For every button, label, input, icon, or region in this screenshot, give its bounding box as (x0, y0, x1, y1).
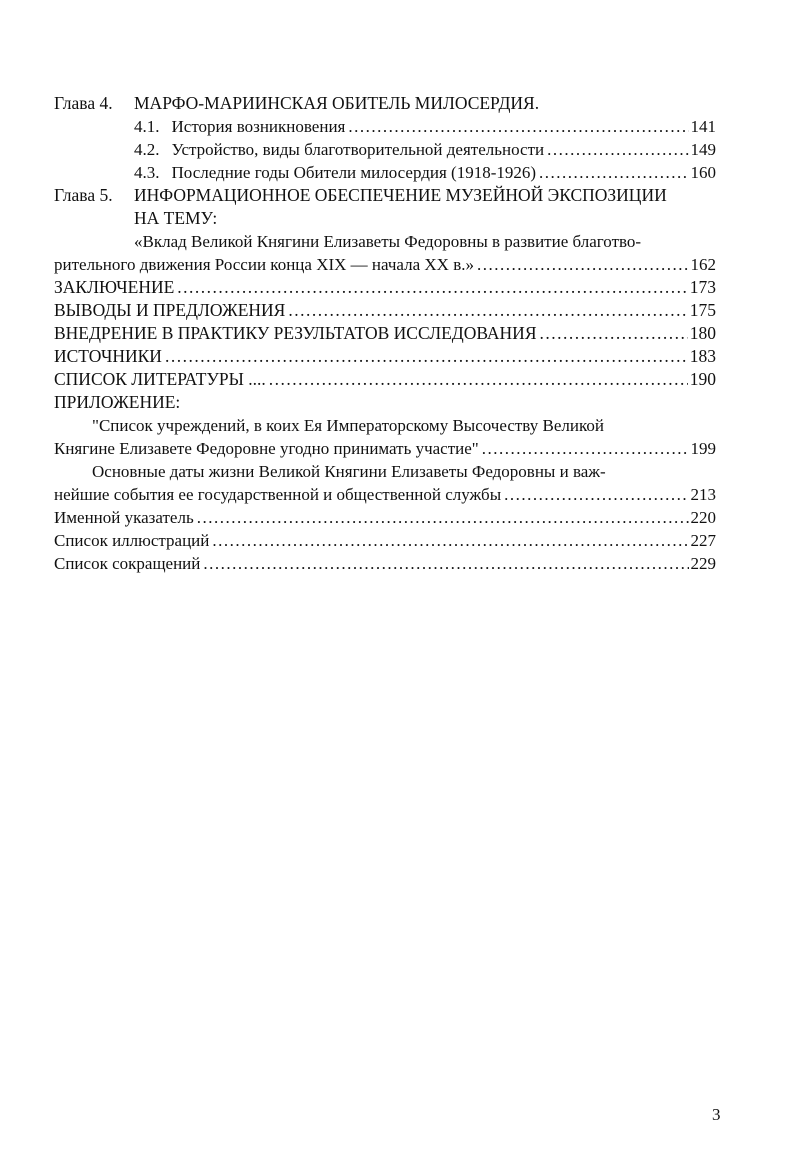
toc-entry[interactable] (54, 161, 716, 184)
chapter-label: Глава 4. (54, 93, 113, 113)
dot-leader (197, 506, 689, 529)
chapter-label: Глава 5. (54, 185, 113, 205)
chapter-title: МАРФО-МАРИИНСКАЯ ОБИТЕЛЬ МИЛОСЕРДИЯ. (134, 93, 540, 113)
toc-entry[interactable] (54, 138, 716, 161)
entry-title: «Вклад Великой Княгини Елизаветы Федоровны в развитие благотво- (134, 232, 642, 251)
toc-entry-sources[interactable] (54, 345, 716, 368)
entry-page: 180 (689, 323, 716, 343)
toc-entry-conclusion[interactable] (54, 276, 716, 299)
entry-page: 160 (690, 163, 716, 182)
toc-entry[interactable] (54, 115, 716, 138)
entry-title: Список иллюстраций (54, 531, 210, 550)
entry-title: ИСТОЧНИКИ (54, 346, 162, 366)
dot-leader (165, 345, 688, 368)
dot-leader (504, 483, 688, 506)
dot-leader (539, 161, 688, 184)
entry-page: 183 (689, 346, 716, 366)
chapter-title: ИНФОРМАЦИОННОЕ ОБЕСПЕЧЕНИЕ МУЗЕЙНОЙ ЭКСПОЗИЦИИ (134, 185, 667, 205)
toc-entry[interactable] (54, 437, 716, 460)
toc-entry-text (54, 230, 716, 253)
dot-leader (212, 529, 688, 552)
entry-title: История возникновения (171, 117, 346, 136)
toc-entry-illustrations[interactable] (54, 529, 716, 552)
entry-page: 175 (689, 300, 716, 320)
entry-page: 162 (690, 255, 716, 274)
dot-leader (269, 368, 688, 391)
entry-page: 199 (690, 439, 716, 458)
toc-chapter-4-heading (54, 92, 716, 115)
toc-chapter-5-heading-cont (54, 207, 716, 230)
entry-page: 173 (689, 277, 716, 297)
dot-leader (203, 552, 688, 575)
toc-entry[interactable] (54, 253, 716, 276)
entry-title: СПИСОК ЛИТЕРАТУРЫ .... (54, 369, 266, 389)
dot-leader (177, 276, 687, 299)
toc-entry[interactable] (54, 483, 716, 506)
dot-leader (288, 299, 687, 322)
toc-entry-implementation[interactable] (54, 322, 716, 345)
dot-leader (540, 322, 688, 345)
entry-title: ВНЕДРЕНИЕ В ПРАКТИКУ РЕЗУЛЬТАТОВ ИССЛЕДОВАНИЯ (54, 323, 537, 343)
toc-entry-findings[interactable] (54, 299, 716, 322)
chapter-title-cont: НА ТЕМУ: (134, 208, 218, 228)
appendix-title: ПРИЛОЖЕНИЕ: (54, 392, 181, 412)
entry-number: 4.1. (134, 117, 160, 136)
toc-entry-name-index[interactable] (54, 506, 716, 529)
entry-page: 141 (690, 117, 716, 136)
entry-page: 213 (690, 485, 716, 504)
dot-leader (547, 138, 688, 161)
table-of-contents (54, 92, 716, 575)
entry-page: 190 (689, 369, 716, 389)
entry-title: Княгине Елизавете Федоровне угодно принимать участие" (54, 439, 479, 458)
entry-title: Устройство, виды благотворительной деятельности (171, 140, 545, 159)
entry-title: "Список учреждений, в коих Ея Императорскому Высочеству Великой (92, 416, 604, 435)
entry-number: 4.2. (134, 140, 160, 159)
toc-entry-text (54, 414, 716, 437)
toc-chapter-5-heading (54, 184, 716, 207)
entry-title: Именной указатель (54, 508, 194, 527)
entry-title: Список сокращений (54, 554, 201, 573)
entry-title: ЗАКЛЮЧЕНИЕ (54, 277, 175, 297)
toc-entry-text (54, 460, 716, 483)
entry-page: 220 (690, 508, 716, 527)
entry-page: 149 (690, 140, 716, 159)
entry-title: Основные даты жизни Великой Княгини Елизаветы Федоровны и важ- (92, 462, 606, 481)
toc-entry-literature[interactable] (54, 368, 716, 391)
entry-title: Последние годы Обители милосердия (1918-1926) (171, 163, 537, 182)
page-number: 3 (712, 1105, 721, 1124)
entry-title: ВЫВОДЫ И ПРЕДЛОЖЕНИЯ (54, 300, 286, 320)
dot-leader (482, 437, 689, 460)
entry-number: 4.3. (134, 163, 160, 182)
entry-page: 229 (690, 554, 716, 573)
entry-title: нейшие события ее государственной и общественной службы (54, 485, 502, 504)
toc-entry-abbreviations[interactable] (54, 552, 716, 575)
entry-page: 227 (690, 531, 716, 550)
dot-leader (348, 115, 688, 138)
toc-appendix-heading (54, 391, 716, 414)
entry-title: рительного движения России конца XIX — начала XX в.» (54, 255, 474, 274)
dot-leader (477, 253, 689, 276)
